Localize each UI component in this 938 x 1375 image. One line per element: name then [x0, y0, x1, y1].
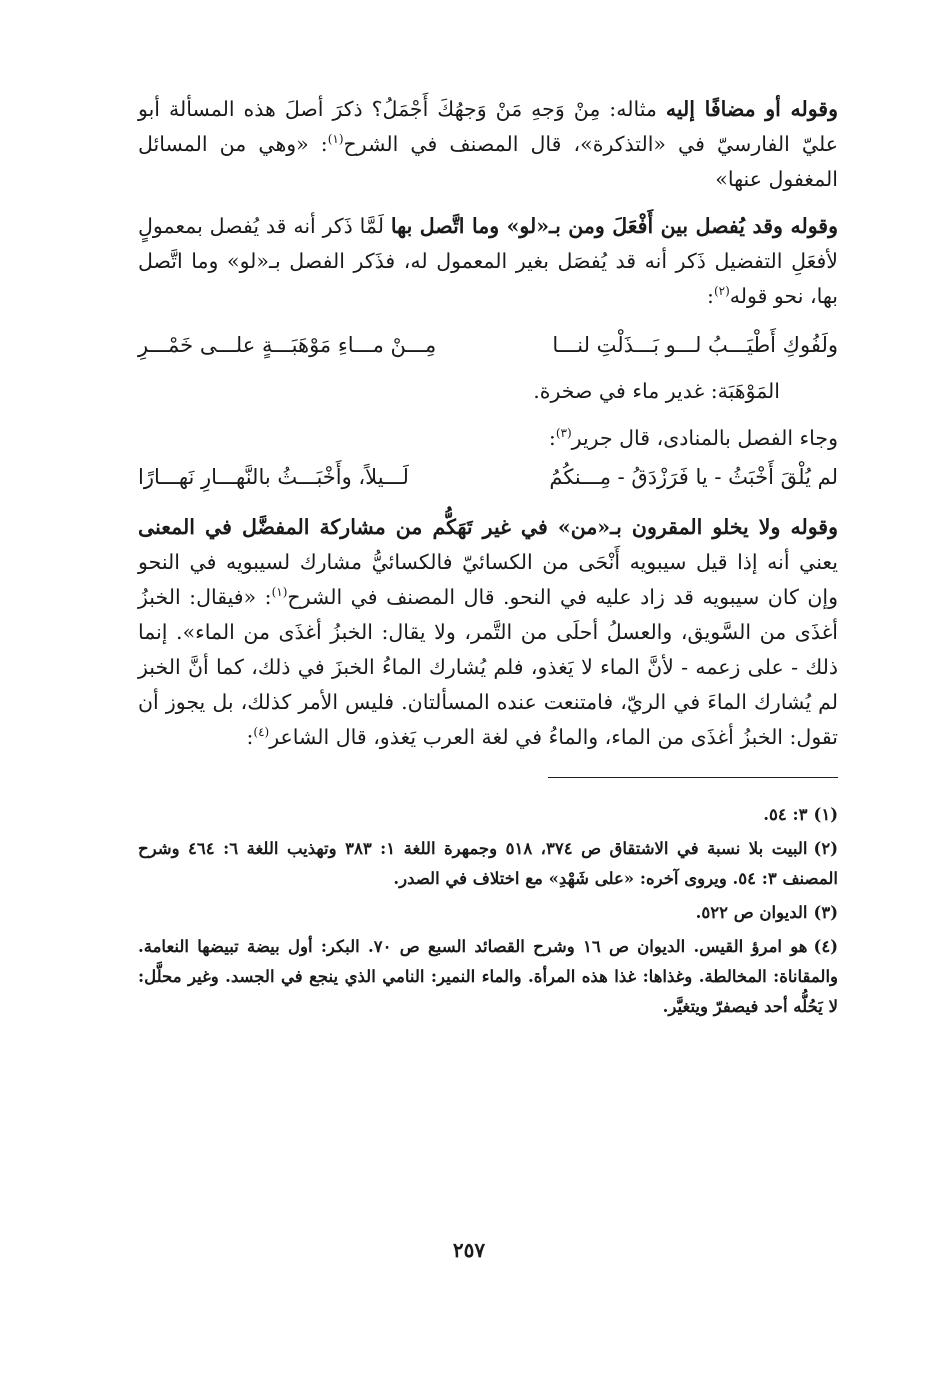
- footnotes: [138, 800, 838, 1022]
- footnote-3: [138, 898, 838, 928]
- footnote-ref[interactable]: (٣): [555, 426, 572, 441]
- page-number: ٢٥٧: [452, 1238, 486, 1262]
- footnote-text: الديوان ص ٥٢٢.: [695, 903, 808, 922]
- poetry-verse-2: [138, 458, 838, 496]
- paragraph-1: [138, 92, 838, 197]
- quoted-lemma: وقوله ولا يخلو المقرون بـ«من» في غير تَهَكُّم من مشاركة المفضَّل في المعنى: [138, 515, 838, 539]
- verse-intro: [138, 421, 838, 456]
- word-gloss: المَوْهَبَة: غدير ماء في صخرة.: [533, 379, 780, 403]
- footnote-4: [138, 932, 838, 1022]
- footnote-text: ٣: ٥٤.: [763, 805, 808, 824]
- paragraph-text: مثاله: مِنْ وَجهِ مَنْ وَجهُكَ أَجْمَلُ؟ ذكرَ أصلَ هذه المسألة أبو عليّ الفارسيّ في «التذكرة»، قال المصنف في الشرح: [138, 97, 838, 156]
- paragraph-3: [138, 510, 838, 755]
- verse-first-hemistich: لم يُلْقَ أَخْبَثُ - يا فَرَزْدَقُ - مِـــنكُمُ: [549, 465, 838, 489]
- quoted-lemma: وقوله أو مضافًا إليه: [665, 97, 838, 121]
- paragraph-text: :: [246, 725, 254, 749]
- footnote-text: البيت بلا نسبة في الاشتقاق ص ٣٧٤، ٥١٨ وجمهرة اللغة ١: ٣٨٣ وتهذيب اللغة ٦: ٤٦٤ وشرح المصنف ٣: ٥٤. ويروى آخره: «على شَهْدِ» مع اختلاف في الصدر.: [138, 839, 838, 888]
- verse-first-hemistich: ولَفُوكِ أَطْيَـــبُ لـــو بَـــذَلْتِ لنـــا: [552, 333, 838, 357]
- paragraph-text: يعني أنه إذا قيل سيبويه أَنْحَى من الكسائيّ فالكسائيُّ مشارك لسيبويه في النحو وإن كان سيبويه قد زاد عليه في النحو. قال المصنف في الشرح: [138, 550, 838, 609]
- paragraph-2: [138, 209, 838, 314]
- footnote-number: (١): [813, 805, 838, 824]
- footnote-number: (٣): [813, 903, 838, 922]
- verse-intro-tail: :: [548, 426, 556, 450]
- paragraph-text: : «وهي من المسائل المغفول عنها»: [138, 132, 838, 191]
- footnote-1: [138, 800, 838, 830]
- footnote-number: (٢): [813, 839, 838, 858]
- footnote-ref[interactable]: (١): [327, 132, 344, 147]
- verse-second-hemistich: لَـــيلاً، وأَخْبَـــثُ بالنَّهـــارِ نَهـــارًا: [138, 465, 409, 489]
- quoted-lemma: وقوله وقد يُفصل بين أَفْعَلَ ومن بـ«لو» وما اتَّصل بها: [390, 214, 838, 238]
- footnote-ref[interactable]: (٤): [253, 725, 270, 740]
- footnote-2: [138, 834, 838, 894]
- poetry-verse-1: [138, 326, 838, 364]
- footnote-separator: [548, 777, 838, 778]
- footnote-ref[interactable]: (٢): [713, 284, 730, 299]
- footnote-number: (٤): [813, 937, 838, 956]
- page-body: [138, 92, 838, 1026]
- verse-intro-text: وجاء الفصل بالمنادى، قال جرير: [571, 426, 838, 450]
- paragraph-text: : «فيقال: الخبزُ أغذَى من السَّويق، والعسلُ أحلَى من التَّمر، ولا يقال: الخبزُ أغذَى من الماء». إنما ذلك - على زعمه - لأنَّ الماء لا يَغذو، فلم يُشارك الماءُ الخبزَ في ذلك، كما أنَّ الخبز لم يُشارك الماءَ في الريّ، فامتنعت عنده المسألتان. فليس الأمر كذلك، بل يجوز أن تقول: الخبزُ أغذَى من الماء، والماءُ في لغة العرب يَغذو، قال الشاعر: [138, 585, 838, 749]
- paragraph-text: لَمَّا ذَكر أنه قد يُفصل بمعمولٍ لأفعَلِ التفضيل ذَكر أنه قد يُفصَل بغير المعمول له، فذَكر الفصل بـ«لو» وما اتَّصل بها، نحو قوله: [138, 214, 838, 308]
- footnote-ref[interactable]: (١): [271, 585, 288, 600]
- paragraph-text: :: [707, 284, 714, 308]
- verse-second-hemistich: مِـــنْ مـــاءِ مَوْهَبَـــةٍ علـــى خَمْـــرِ: [138, 333, 437, 357]
- footnote-text: هو امرؤ القيس. الديوان ص ١٦ وشرح القصائد السبع ص ٧٠. البكر: أول بيضة تبيضها النعامة. والمقاناة: المخالطة. وغذاها: غذا هذه المرأة. والماء النمير: النامي الذي ينجع في الجسد. وغير محلَّل: لا يَحُلُّه أحد فيصفرّ ويتغيَّر.: [138, 937, 838, 1016]
